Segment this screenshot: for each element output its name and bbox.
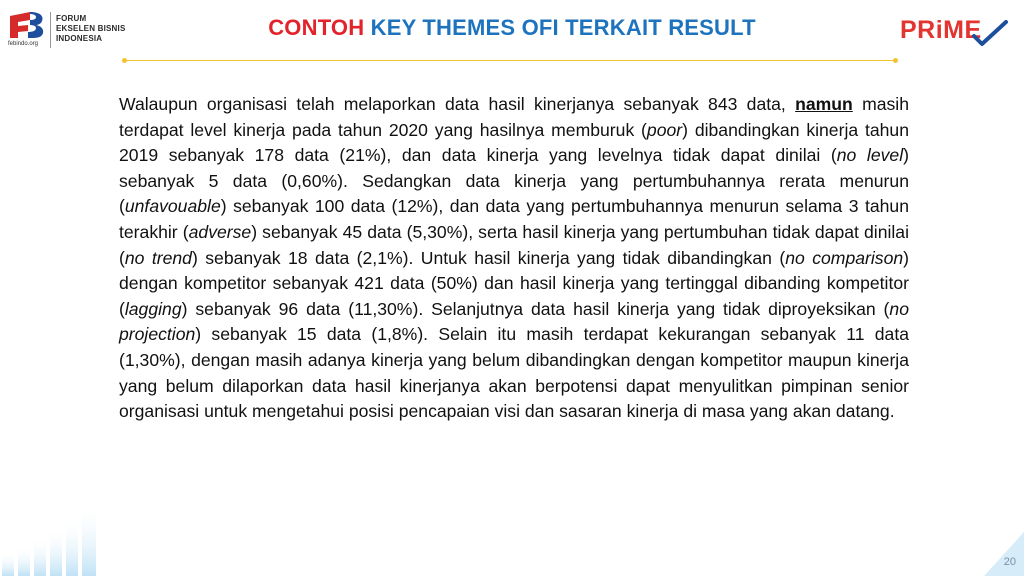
italic-term: lagging <box>124 298 182 319</box>
text-run: Walaupun organisasi telah melaporkan data hasil kinerjanya sebanyak 843 data, <box>119 94 796 114</box>
text-run: ) sebanyak 5 data (0,60%). Sedangkan data kinerja yang pertumbuhannya rerata menurun ( <box>119 145 909 217</box>
text-run: ) dibandingkan kinerja tahun 2019 sebanyak 178 data (21%), dan data kinerja yang levelnya tidak dapat dinilai ( <box>119 119 909 166</box>
text-run: ) dengan kompetitor sebanyak 421 data (50%) dan hasil kinerja yang tertinggal dibanding kompetitor ( <box>119 247 910 319</box>
page-number: 20 <box>1003 556 1016 568</box>
logo-line-3: INDONESIA <box>56 34 103 43</box>
text-run: ) sebanyak 100 data (12%), dan data yang pertumbuhannya menurun selama 3 tahun terakhir ( <box>119 196 909 242</box>
corner-triangle-icon <box>984 532 1024 576</box>
italic-term: adverse <box>188 221 252 242</box>
logo-line-1: FORUM <box>56 14 87 23</box>
divider-dot-right <box>893 58 898 63</box>
italic-term: no projection <box>119 298 909 345</box>
text-run: ) sebanyak 18 data (2,1%). Untuk hasil kinerja yang tidak dibandingkan ( <box>191 247 786 268</box>
emphasis-namun: namun <box>795 94 853 114</box>
italic-term: no comparison <box>785 247 904 268</box>
slide-title <box>0 15 1024 41</box>
italic-term: unfavouable <box>124 196 221 217</box>
decorative-bars-icon <box>0 496 110 576</box>
title-part-2: KEY THEMES OFI TERKAIT RESULT <box>370 15 756 40</box>
checkmark-icon <box>970 18 1010 48</box>
text-run: ) sebanyak 45 data (5,30%), serta hasil kinerja yang pertumbuhan tidak dapat dinilai ( <box>119 221 909 268</box>
text-run: masih terdapat level kinerja pada tahun 2020 yang hasilnya memburuk ( <box>119 94 909 140</box>
text-run: ) sebanyak 15 data (1,8%). Selain itu masih terdapat kekurangan sebanyak 11 data (1,30%), dengan masih adanya kinerja yang belum dibandingkan dengan kompetitor maupun kinerja yang belum dilaporkan data hasil kinerjanya akan berpotensi dapat menyulitkan pimpinan senior organisasi untuk mengetahui posisi pencapaian visi dan sasaran kinerja di masa yang akan datang. <box>119 324 909 422</box>
prime-logo <box>900 14 1010 48</box>
text-run: ) sebanyak 96 data (11,30%). Selanjutnya data hasil kinerja yang tidak diproyeksikan ( <box>181 298 890 319</box>
divider-dot-left <box>122 58 127 63</box>
italic-term: poor <box>646 119 683 140</box>
logo-line-2: EKSELEN BISNIS <box>56 24 126 33</box>
italic-term: no level <box>836 145 904 166</box>
title-part-1: CONTOH <box>268 15 365 40</box>
prime-brand-text: PRiME <box>900 16 982 44</box>
header-divider <box>124 60 896 61</box>
paragraph <box>119 92 909 425</box>
logo-site: febindo.org <box>8 41 39 47</box>
italic-term: no trend <box>124 247 192 268</box>
body-paragraph <box>119 92 909 425</box>
